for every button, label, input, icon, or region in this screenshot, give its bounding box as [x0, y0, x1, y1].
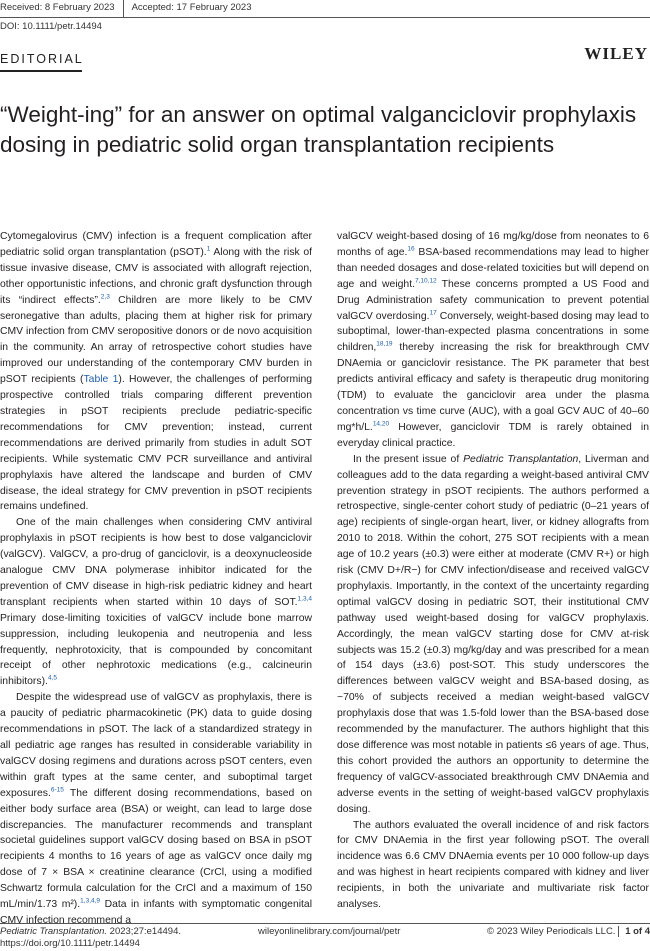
page-number: 1 of 4: [618, 926, 650, 937]
citation-ref[interactable]: 16: [407, 245, 415, 253]
paragraph: [0, 229, 312, 515]
citation-ref[interactable]: 2,3: [100, 293, 110, 301]
text-run: thereby increasing the risk for breakthrough CMV DNAemia or ganciclovir resistance. The PK parameter that best predicts antiviral efficacy and safety is therapeutic drug monitoring (TDM) to evaluate the ganciclovir area under the plasma concentration vs time curve (AUC), with a goal GCV AUC of 40–60 mg*h/L.: [337, 342, 649, 433]
table-link[interactable]: Table 1: [83, 374, 119, 386]
citation-ref[interactable]: 18,19: [376, 340, 393, 348]
text-run: Primary dose-limiting toxicities of valGCV include bone marrow suppression, including leukopenia and neutropenia and less frequently, nephrotoxicity, that is compounded by concomitant receipt of other nephrotoxic medications (e.g., calcineurin inhibitors).: [0, 612, 312, 688]
citation-ref[interactable]: 17: [429, 309, 437, 317]
text-run: One of the main challenges when considering CMV antiviral prophylaxis in pSOT recipients is how best to dose valganciclovir (valGCV). ValGCV, a pro-drug of ganciclovir, is a deoxynucleoside analogue CMV DNA polymerase inhibitor indicated for the prevention of CMV disease in high-risk pediatric kidney and heart transplant recipients when started within 10 days of SOT.: [0, 517, 312, 608]
accepted-date: Accepted: 17 February 2023: [123, 0, 260, 17]
text-run: Children are more likely to be CMV seronegative than adults, placing them at higher risk for primary CMV infection from CMV seropositive donors or de novo acquisition in the community. An array of retrospective cohort studies have improved our understanding of the contemporary CMV burden in pSOT recipients (: [0, 294, 312, 386]
journal-name: Pediatric Transplantation: [463, 453, 579, 465]
citation-ref[interactable]: 4,5: [47, 674, 57, 682]
journal-site-link[interactable]: wileyonlinelibrary.com/journal/petr: [258, 926, 401, 937]
citation-ref[interactable]: 14,20: [372, 420, 390, 428]
footer-divider: [0, 923, 650, 924]
publisher-logo: WILEY: [584, 44, 648, 63]
text-run: However, ganciclovir TDM is rarely obtained in everyday clinical practice.: [337, 421, 649, 449]
body-column-left: [0, 229, 312, 929]
text-run: Conversely, weight-based dosing may lead to suboptimal, lower-than-expected plasma concentrations in some children,: [337, 310, 650, 354]
section-underline: [0, 70, 82, 72]
citation-ref[interactable]: 1: [206, 245, 211, 253]
footer-volume: 2023;27:e14494.: [107, 926, 181, 937]
section-label: EDITORIAL: [0, 52, 84, 66]
received-accepted-bar: [0, 0, 259, 17]
paragraph: [0, 515, 312, 690]
citation-ref[interactable]: 1,3,4,9: [80, 897, 101, 905]
text-run: These concerns prompted a US Food and Drug Administration safety communication to prevent potential valGCV overdosing.: [337, 278, 649, 322]
received-date: Received: 8 February 2023: [0, 2, 115, 13]
text-run: , Liverman and colleagues add to the data regarding a weight-based antiviral CMV prevention strategy in pSOT recipients. The authors performed a retrospective, single-center cohort study of pediatric (0–21 years of age) recipients of single-organ heart, liver, or kidney allografts from 2010 to 2018. Within the cohort, 275 SOT recipients with a mean age of 10.2 years (±0.3) were either at moderate (CMV R+) or high risk (CMV D+/R−) for CMV infection/disease and received valGCV prophylaxis. Importantly, in the context of the uncertainty regarding optimal valGCV dosing in pediatric SOT, their institutional CMV pathway used weight-based dosing for valGCV prophylaxis. Accordingly, the mean valGCV starting dose for CMV at-risk subjects was 15.2 (±0.3) mg/kg/day and was prescribed for a mean of 154 days (±3.6) post-SOT. This study underscores the differences between valGCV weight and BSA-based dosing, as ~70% of subjects received a median weight-based valGCV prophylaxis dose that was 1.5-fold lower than the BSA-based dose recommended by the manufacturer. The authors highlight that this dose difference was most notable in patients ≤6 years of age. Thus, this cohort provided the authors an opportunity to determine the frequency of valGCV-associated breakthrough CMV DNAemia and adverse events in the setting of weight-based valGCV prophylaxis dosing.: [337, 453, 650, 815]
footer-citation: [0, 926, 181, 937]
top-divider: [0, 17, 650, 18]
text-run: The different dosing recommendations, based on either body surface area (BSA) or weight, can lead to large dose discrepancies. The manufacturer recommends and transplant societal guidelines support valGCV dosing based on BSA in pSOT recipients 4 months to 16 years of age as valGCV once daily mg dose of 7 × BSA × creatinine clearance (CrCl, using a modified Schwartz formula calculation for the CrCl and a maximum of 150 mL/min/1.73 m²).: [0, 787, 312, 911]
citation-ref[interactable]: 1,3,4: [297, 595, 312, 603]
paragraph: [337, 229, 649, 452]
footer-doi-link[interactable]: https://doi.org/10.1111/petr.14494: [0, 938, 140, 949]
citation-ref[interactable]: 6-15: [50, 786, 64, 794]
text-run: Data in infants with symptomatic congenital CMV infection recommend a: [0, 899, 313, 926]
text-run: Along with the risk of tissue invasive disease, CMV is associated with allograft rejection, other opportunistic infections, and chronic graft dysfunction through its “indirect effects”.: [0, 246, 312, 306]
body-column-right: [337, 229, 649, 913]
citation-ref[interactable]: 7,10,12: [414, 277, 437, 285]
text-run: In the present issue of: [353, 453, 464, 465]
text-run: valGCV weight-based dosing of 16 mg/kg/dose from neonates to 6 months of age.: [337, 231, 649, 258]
article-title: “Weight-ing” for an answer on optimal valganciclovir prophylaxis dosing in pediatric solid organ transplantation recipients: [0, 102, 637, 157]
text-run: ). However, the challenges of performing prospective controlled trials comparing different prevention strategies in pSOT recipients preclude pediatric-specific recommendations for CMV prevention; instead, current recommendations are derived primarily from studies in adult SOT recipients. While systematic CMV PCR surveillance and antiviral prophylaxis have altered the landscape and burden of CMV disease, the ideal strategy for CMV prevention in pSOT recipients remains undefined.: [0, 374, 312, 513]
article-doi[interactable]: DOI: 10.1111/petr.14494: [0, 21, 102, 32]
paragraph: The authors evaluated the overall incidence of and risk factors for CMV DNAemia in the first year following pSOT. The overall incidence was 6.6 CMV DNAemia events per 10 000 follow-up days and was highest in heart recipients compared with kidney and liver recipients, in both the univariate and multivariate risk factor analyses.: [337, 819, 649, 911]
footer-journal: Pediatric Transplantation.: [0, 926, 108, 937]
paragraph: [337, 452, 649, 818]
text-run: Cytomegalovirus (CMV) infection is a frequent complication after pediatric solid organ transplantation (pSOT).: [0, 231, 312, 258]
text-run: Despite the widespread use of valGCV as prophylaxis, there is a paucity of pediatric pharmacokinetic (PK) data to guide dosing recommendations in pSOT. The lack of a standardized strategy in all pediatric age ranges has resulted in considerable variability in valGCV dosing regimens and durations across pSOT centers, even within graft types at the same center, and suboptimal target exposures.: [0, 692, 312, 799]
copyright: © 2023 Wiley Periodicals LLC.: [487, 926, 616, 937]
paragraph: [0, 690, 312, 929]
text-run: BSA-based recommendations may lead to higher than needed dosages and dose-related toxicities but will depend on age and weight.: [337, 246, 649, 290]
